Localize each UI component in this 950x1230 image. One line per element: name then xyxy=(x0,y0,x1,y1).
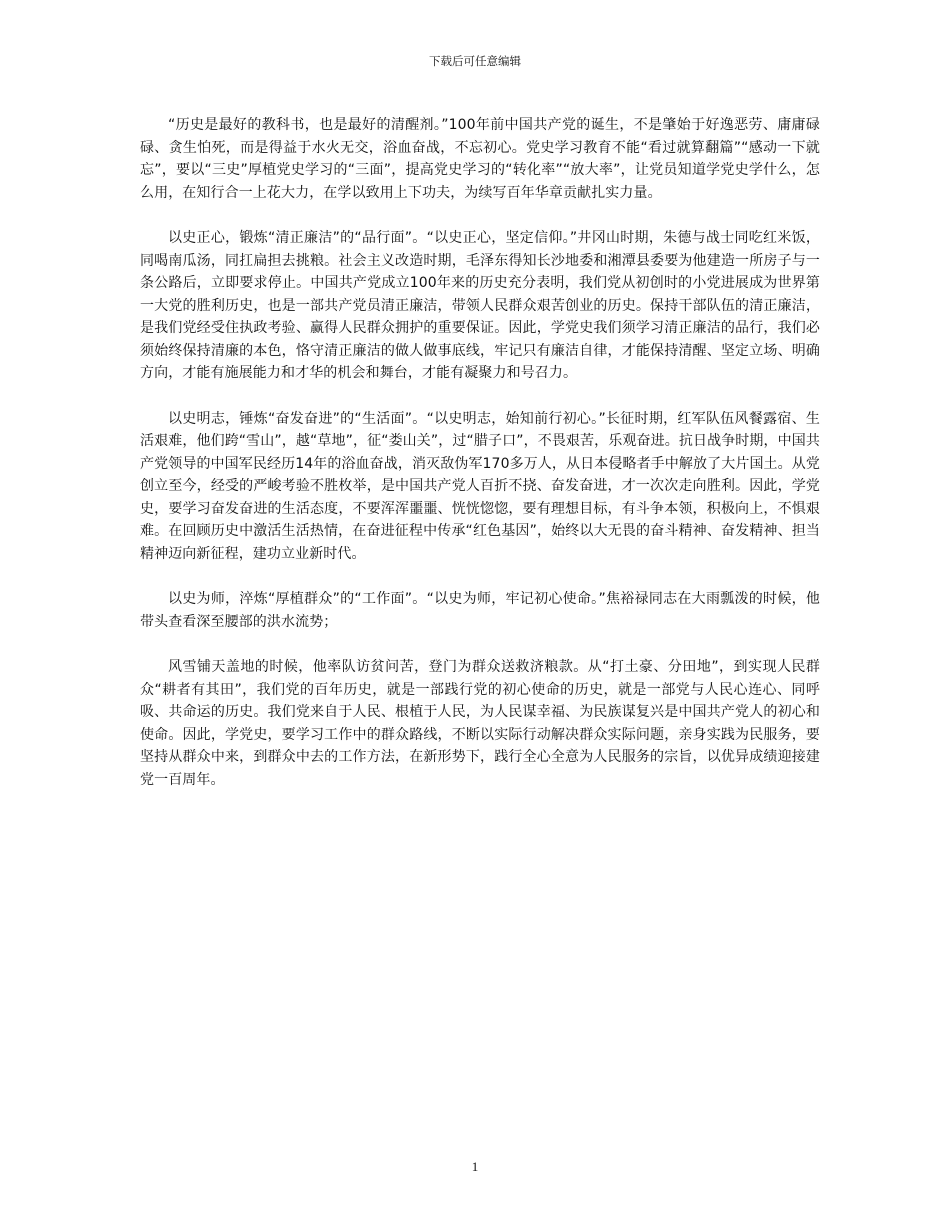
document-body xyxy=(140,114,820,814)
paragraph-integrity: 以史正心，锻炼“清正廉洁”的“品行面”。“以史正心，坚定信仰。”井冈山时期，朱德与战士同吃红米饭，同喝南瓜汤，同扛扁担去挑粮。社会主义改造时期，毛泽东得知长沙地委和湘潭县委要为他建造一所房子与一条公路后，立即要求停止。中国共产党成立100年来的历史充分表明，我们党从初创时的小党进展成为世界第一大党的胜利历史，也是一部共产党员清正廉洁，带领人民群众艰苦创业的历史。保持干部队伍的清正廉洁，是我们党经受住执政考验、赢得人民群众拥护的重要保证。因此，学党史我们须学习清正廉洁的品行，我们必须始终保持清廉的本色，恪守清正廉洁的做人做事底线，牢记只有廉洁自律，才能保持清醒、坚定立场、明确方向，才能有施展能力和才华的机会和舞台，才能有凝聚力和号召力。 xyxy=(140,230,820,381)
paragraph-conclusion: 风雪铺天盖地的时候，他率队访贫问苦，登门为群众送救济粮款。从“打土豪、分田地”，到实现人民群众“耕者有其田”，我们党的百年历史，就是一部践行党的初心使命的历史，就是一部党与人民心连心、同呼吸、共命运的历史。我们党来自于人民、根植于人民，为人民谋幸福、为民族谋复兴是中国共产党人的初心和使命。因此，学党史，要学习工作中的群众路线，不断以实际行动解决群众实际问题，亲身实践为民服务，要坚持从群众中来，到群众中去的工作方法，在新形势下，践行全心全意为人民服务的宗旨，以优异成绩迎接建党一百周年。 xyxy=(140,659,820,788)
paragraph-striving: 以史明志，锤炼“奋发奋进”的“生活面”。“以史明志，始知前行初心。”长征时期，红军队伍风餐露宿、生活艰难，他们跨“雪山”，越“草地”，征“娄山关”，过“腊子口”，不畏艰苦，乐观奋进。抗日战争时期，中国共产党领导的中国军民经历14年的浴血奋战，消灭敌伪军170多万人，从日本侵略者手中解放了大片国土。从党创立至今，经受的严峻考验不胜枚举，是中国共产党人百折不挠、奋发奋进，才一次次走向胜利。因此，学党史，要学习奋发奋进的生活态度，不要浑浑噩噩、恍恍惚惚，要有理想目标，有斗争本领，积极向上，不惧艰难。在回顾历史中激活生活热情，在奋进征程中传承“红色基因”，始终以大无畏的奋斗精神、奋发精神、担当精神迈向新征程，建功立业新时代。 xyxy=(140,410,820,562)
page-number: 1 xyxy=(471,1159,479,1174)
page-header: 下载后可任意编辑 xyxy=(429,54,521,68)
paragraph-intro: “历史是最好的教科书，也是最好的清醒剂。”100年前中国共产党的诞生，不是肇始于好逸恶劳、庸庸碌碌、贪生怕死，而是得益于水火无交，浴血奋战，不忘初心。党史学习教育不能“看过就算翻篇”“感动一下就忘”，要以“三史”厚植党史学习的“三面”，提高党史学习的“转化率”“放大率”，让党员知道学党史学什么，怎么用，在知行合一上花大力，在学以致用上下功夫，为续写百年华章贡献扎实力量。 xyxy=(140,117,820,201)
paragraph-masses: 以史为师，淬炼“厚植群众”的“工作面”。“以史为师，牢记初心使命。”焦裕禄同志在大雨瓢泼的时候，他带头查看深至腰部的洪水流势； xyxy=(140,591,820,630)
